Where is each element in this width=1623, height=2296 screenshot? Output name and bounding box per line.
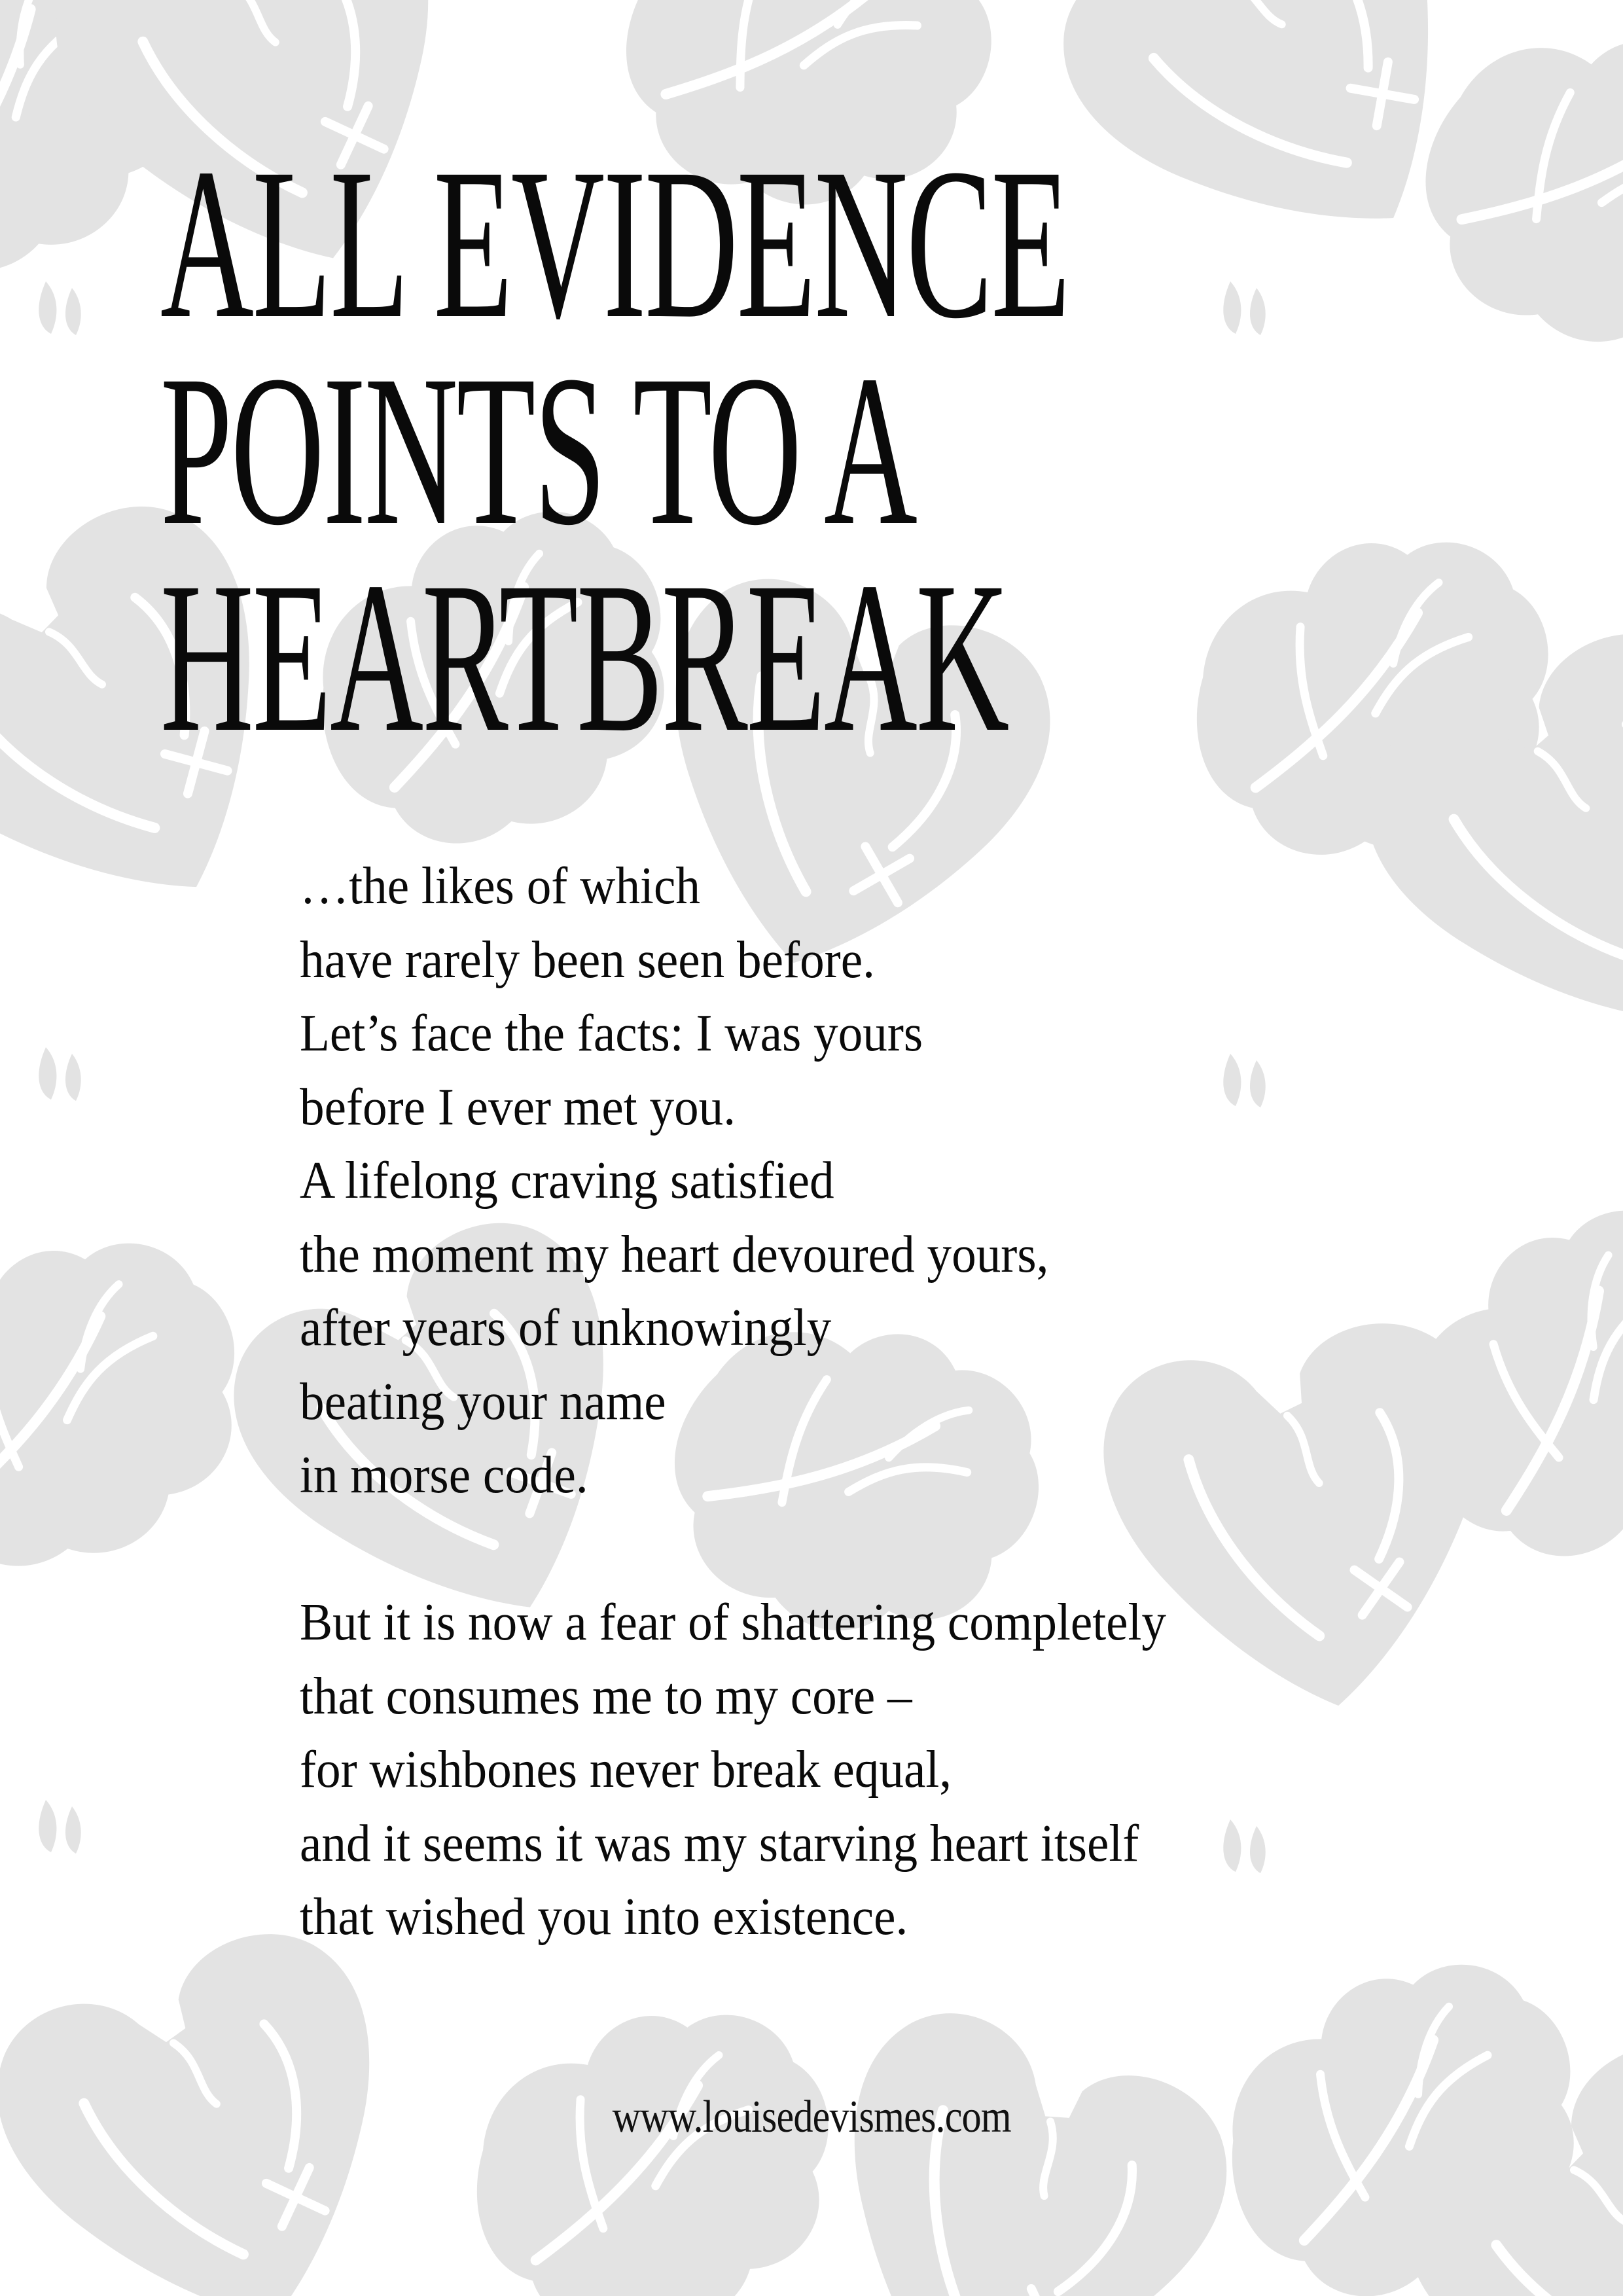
title-line-3: HEARTBREAK (160, 538, 1008, 777)
poem-line: …the likes of which (300, 857, 700, 915)
poem-line: beating your name (300, 1372, 666, 1431)
poem-line: after years of unknowingly (300, 1299, 832, 1357)
website-url: www.louisedevismes.com (612, 2092, 1011, 2142)
stanza-break (300, 1513, 1222, 1587)
poem-title (160, 124, 1623, 777)
poem-line: and it seems it was my starving heart itself (300, 1814, 1139, 1873)
poem-line: A lifelong craving satisfied (300, 1152, 834, 1210)
stanza-1 (300, 850, 1222, 1513)
poem-line: have rarely been seen before. (300, 931, 875, 989)
poem-line: But it is now a fear of shattering completely (300, 1594, 1167, 1651)
poem-line: for wishbones never break equal, (300, 1741, 952, 1799)
stanza-2 (300, 1586, 1222, 1954)
poem-line: Let’s face the facts: I was yours (300, 1005, 923, 1062)
poem-line: before I ever met you. (300, 1078, 736, 1136)
title-line-2: POINTS TO A (160, 331, 916, 570)
footer-website (0, 2088, 1623, 2147)
poem-line: that consumes me to my core – (300, 1667, 912, 1725)
poem-line: that wished you into existence. (300, 1888, 908, 1946)
poem-line: in morse code. (300, 1446, 588, 1504)
poem-line: the moment my heart devoured yours, (300, 1225, 1049, 1283)
poem-body (300, 850, 1222, 1954)
title-line-1: ALL EVIDENCE (160, 124, 1069, 363)
